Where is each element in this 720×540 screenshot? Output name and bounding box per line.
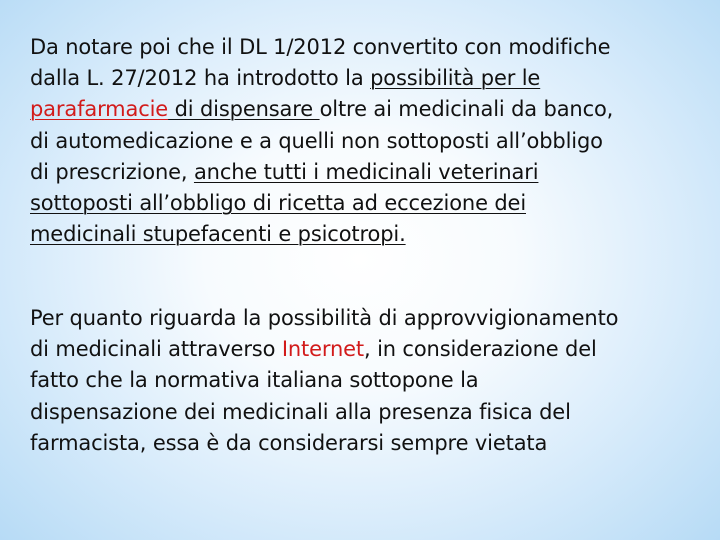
underlined-text: possibilità per le [370, 66, 541, 91]
text-line [30, 428, 698, 459]
paragraph-parafarmacie [30, 32, 698, 250]
text-line [30, 63, 698, 94]
text-line [30, 94, 698, 125]
underlined-text: sottoposti all’obbligo di ricetta ad eccezione dei [30, 191, 526, 216]
text-segment: Per quanto riguarda la possibilità di approvvigionamento [30, 306, 619, 330]
highlighted-term-parafarmacie: parafarmacie [30, 97, 169, 122]
text-line [30, 32, 698, 63]
text-line [30, 334, 698, 365]
text-segment: di medicinali attraverso [30, 337, 282, 362]
text-segment: , in considerazione del [364, 337, 597, 362]
text-segment: dalla L. 27/2012 ha introdotto la [30, 66, 371, 91]
text-segment: di prescrizione, [30, 159, 194, 184]
underlined-text: anche tutti i medicinali veterinari [193, 159, 539, 184]
text-line [30, 188, 698, 219]
text-line [30, 397, 698, 428]
underlined-text: di dispensare [168, 97, 320, 122]
text-segment: oltre ai medicinali da banco, [319, 97, 614, 122]
text-segment: farmacista, essa è da considerarsi sempre vietata [30, 430, 548, 455]
text-line [30, 126, 698, 157]
text-segment: dispensazione dei medicinali alla presenza fisica del [30, 399, 571, 424]
text-segment: Da notare poi che il DL 1/2012 convertito con modifiche [30, 35, 611, 59]
text-line [30, 365, 698, 396]
text-segment: fatto che la normativa italiana sottopone la [30, 368, 479, 393]
text-line [30, 157, 698, 188]
text-segment: di automedicazione e a quelli non sottoposti all’obbligo [30, 128, 603, 153]
highlighted-term-internet: Internet [281, 337, 365, 362]
paragraph-internet [30, 303, 698, 459]
underlined-text: medicinali stupefacenti e psicotropi. [30, 222, 406, 247]
text-line [30, 219, 698, 250]
text-line [30, 303, 698, 334]
